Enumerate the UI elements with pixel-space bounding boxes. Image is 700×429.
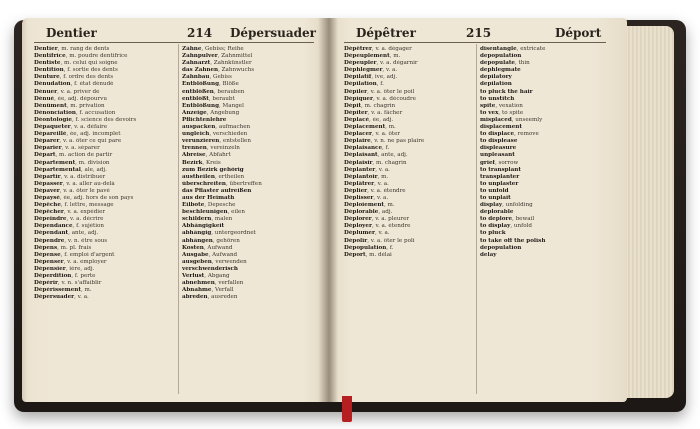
left-header-last-word: Dépersuader [230,26,316,40]
dictionary-entry: Déplumer, v. a. [344,230,390,237]
dictionary-entry: depilation [480,81,512,88]
dictionary-entry: Dépeindre, v. a. décrire [34,216,104,223]
dictionary-entry: to unstitch [480,95,515,102]
dictionary-entry: Déparer, v. a. ôter ce qui pare [34,138,122,145]
dictionary-entry: depopulate, thin [480,60,530,67]
dictionary-entry: Bezirk, Kreis [182,159,221,166]
dictionary-entry: Départ, m. action de partir [34,152,113,159]
dictionary-entry: Dépit, m. chagrin [344,102,396,109]
dictionary-entry: Dépens, m. pl. frais [34,244,92,251]
dictionary-entry: Déplaisir, m. chagrin [344,159,407,166]
dictionary-entry: Zahnbau, Gebiss [182,74,232,81]
dictionary-entry: Déplacement, m. [344,124,396,131]
dictionary-entry: Dépêche, f. lettre, message [34,202,114,209]
right-column-french [344,46,472,394]
dictionary-entry: Dépérissement, m. [34,287,92,294]
dictionary-entry: Dépopulation, f. [344,244,394,251]
dictionary-entry: Denture, f. ordre des dents [34,74,114,81]
left-column-divider [178,44,179,394]
dictionary-entry: Dépenser, v. a. employer [34,258,107,265]
dictionary-entry: Dépersuader, v. a. [34,294,89,301]
dictionary-entry: zum Bezirk gehörig [182,166,244,173]
dictionary-entry: Déplacer, v. a. ôter [344,131,401,138]
dictionary-entry: Dentifrice, m. poudre dentifrice [34,53,128,60]
dictionary-entry: Dépiler, v. a. ôter le poil [344,88,415,95]
dictionary-entry: Départemental, ale, adj. [34,166,107,173]
dictionary-entry: Département, m. division [34,159,110,166]
dictionary-entry: to display, unfold [480,223,532,230]
dictionary-entry: verunzieren, entstellen [182,138,251,145]
dictionary-entry: Anzeige, Angebung [182,109,240,116]
dictionary-entry: Eilbote, Depesche [182,202,236,209]
dictionary-entry: Dépolir, v. a. ôter le poli [344,237,415,244]
dictionary-entry: Déplaire, v. n. ne pas plaire [344,138,425,145]
dictionary-entry: Dépense, f. emploi d'argent [34,251,115,258]
dictionary-entry: verschwenderisch [182,265,238,272]
dictionary-entry: Dépendant, ante, adj. [34,230,99,237]
right-header-last-word: Déport [555,26,602,40]
dictionary-entry: Déploiement, m. [344,202,395,209]
right-column-translation [480,46,608,394]
dictionary-entry: austheilen, ertheilen [182,173,245,180]
dictionary-entry: Zähne, Gebiss; Reihe [182,46,244,52]
dictionary-entry: disentangle, extricate [480,46,546,52]
dictionary-entry: Déplier, v. a. étendre [344,187,406,194]
dictionary-entry: Dépêcher, v. a. expédier [34,209,106,216]
dictionary-entry: Dépaysé, ée, adj. hors de son pays [34,194,134,201]
dictionary-entry: Dépeuplement, m. [344,53,401,60]
dictionary-entry: Dépilation, f. [344,81,384,88]
dictionary-entry: displacement [480,124,522,131]
left-column-french [34,46,174,394]
dictionary-entry: deplorable [480,209,514,216]
dictionary-entry: Déplanter, v. a. [344,166,390,173]
dictionary-entry: ungleich, verschieden [182,131,248,138]
dictionary-entry: Dépaver, v. a. ôter le pavé [34,187,110,194]
dictionary-entry: Dépendance, f. sujétion [34,223,105,230]
dictionary-entry: Dentiste, m. celui qui soigne [34,60,118,67]
dictionary-entry: delay [480,251,497,258]
bookmark-ribbon [342,396,352,422]
dictionary-entry: Abreise, Abfahrt [182,152,231,159]
dictionary-entry: Dépendre, v. n. être sous [34,237,108,244]
dictionary-entry: Déplaisance, f. [344,145,390,152]
dictionary-entry: trennen, vereinzeln [182,145,240,152]
dictionary-entry: Dénûment, m. privation [34,102,105,109]
dictionary-entry: to vex, to spite [480,109,524,116]
dictionary-entry: Déployer, v. a. étendre [344,223,411,230]
right-header-first-word: Dépêtrer [356,26,416,40]
right-column-divider [476,44,477,394]
dictionary-entry: displeasure [480,145,517,152]
dictionary-entry: Déphlegmer, v. a. [344,67,398,74]
dictionary-entry: Pflichtenlehre [182,116,227,123]
dictionary-entry: beschleunigen, eilen [182,209,245,216]
dictionary-entry: abhängen, gehören [182,237,240,244]
dictionary-entry: to deplore, bewail [480,216,535,223]
left-column-translation [182,46,314,394]
dictionary-entry: Déport, m. délai [344,251,392,258]
dictionary-entry: ausgeben, verwenden [182,258,247,265]
dictionary-entry: to displace, remove [480,131,539,138]
dictionary-entry: to displease [480,138,518,145]
dictionary-entry: Déplorable, adj. [344,209,393,216]
dictionary-entry: Déplisser, v. a. [344,194,389,201]
dictionary-entry: Déplaisant, ante, adj. [344,152,408,159]
dictionary-entry: to unfold [480,187,509,194]
dictionary-entry: Dénué, ée, adj. dépourvu [34,95,107,102]
dictionary-entry: Dépensier, ière, adj. [34,265,95,272]
dictionary-entry: Dépiter, v. a. fâcher [344,109,403,116]
dictionary-entry: das Zahnen, Zahnwuchs [182,67,255,74]
dictionary-entry: Kosten, Aufwand [182,244,233,251]
dictionary-entry: Dépérir, v. n. s'affaiblir [34,280,102,287]
dictionary-entry: Déplâtrer, v. a. [344,180,389,187]
dictionary-entry: aus der Heimath [182,194,235,201]
book-gutter [318,18,338,402]
dictionary-entry: Déontologie, f. science des devoirs [34,116,137,123]
dictionary-entry: Dépilatif, ive, adj. [344,74,398,81]
dictionary-entry: abnehmen, verfallen [182,280,244,287]
left-header-rule [34,42,314,43]
dictionary-entry: Dépareillé, ée, adj. incomplet [34,131,121,138]
dictionary-entry: entblößen, berauben [182,88,245,95]
dictionary-entry: Déplacé, ée, adj. [344,116,394,123]
right-header-rule [344,42,606,43]
dictionary-entry: Dépiquer, v. a. découdre [344,95,416,102]
dictionary-entry: überschreiten, übertreffen [182,180,262,187]
dictionary-entry: Entblößung, Blöße [182,81,239,88]
dictionary-entry: Dépaqueter, v. a. défaire [34,124,108,131]
dictionary-entry: abreden, ausreden [182,294,238,301]
dictionary-entry: to pluck [480,230,506,237]
dictionary-entry: Départir, v. a. distribuer [34,173,106,180]
dictionary-entry: Dentier, m. rang de dents [34,46,110,52]
dictionary-entry: spite, vexation [480,102,523,109]
left-page-number: 214 [187,26,213,40]
dictionary-entry: Verlust, Abgang [182,273,230,279]
dictionary-entry: Dépeupler, v. a. dégarnir [344,60,418,67]
dictionary-entry: Dentition, f. sortie des dents [34,67,118,74]
right-page-number: 215 [466,26,492,40]
dictionary-entry: entblößt, beraubt [182,95,235,102]
dictionary-entry: depilatory [480,74,512,81]
dictionary-entry: to transplant [480,166,521,173]
dictionary-entry: misplaced, unseemly [480,116,543,123]
dictionary-entry: display, unfolding [480,202,533,209]
dictionary-entry: to pluck the hair [480,88,533,95]
dictionary-entry: Zahnpulver, Zahnmittel [182,53,253,60]
dictionary-entry: das Pflaster aufreißen [182,187,252,194]
dictionary-entry: Déperdition, f. perte [34,273,96,279]
left-header-first-word: Dentier [46,26,97,40]
dictionary-entry: auspacken, aufmachen [182,124,251,131]
dictionary-entry: Ausgabe, Aufwand [182,251,238,258]
dictionary-entry: depopulation [480,244,522,251]
dictionary-entry: dephlegmate [480,67,521,74]
dictionary-entry: Dénudation, f. état dénudé [34,81,114,88]
dictionary-entry: Abnahme, Verfall [182,287,234,294]
dictionary-entry: Dépêtrer, v. a. dégager [344,46,412,52]
dictionary-entry: Zahnarzt, Zahnkünstler [182,60,252,67]
dictionary-entry: grief, sorrow [480,159,519,166]
dictionary-entry: to take off the polish [480,237,546,244]
dictionary-entry: Abhängigkeit [182,223,225,230]
dictionary-entry: schildern, malen [182,216,233,223]
dictionary-entry: Dénuer, v. a. priver de [34,88,100,95]
dictionary-entry: to unplaster [480,180,519,187]
dictionary-entry: Déplantoir, m. [344,173,389,180]
dictionary-entry: Déplorer, v. a. pleurer [344,216,410,223]
dictionary-entry: depopulation [480,53,522,60]
dictionary-entry: Dépasser, v. a. aller au-delà [34,180,115,187]
dictionary-entry: Entblößung, Mangel [182,102,244,109]
dictionary-entry: abhängig, untergeordnet [182,230,256,237]
dictionary-entry: Déparier, v. a. séparer [34,145,100,152]
dictionary-entry: transplanter [480,173,520,180]
dictionary-entry: to unplait [480,194,511,201]
dictionary-entry: unpleasant [480,152,515,159]
dictionary-entry: Dénonciation, f. accusation [34,109,116,116]
